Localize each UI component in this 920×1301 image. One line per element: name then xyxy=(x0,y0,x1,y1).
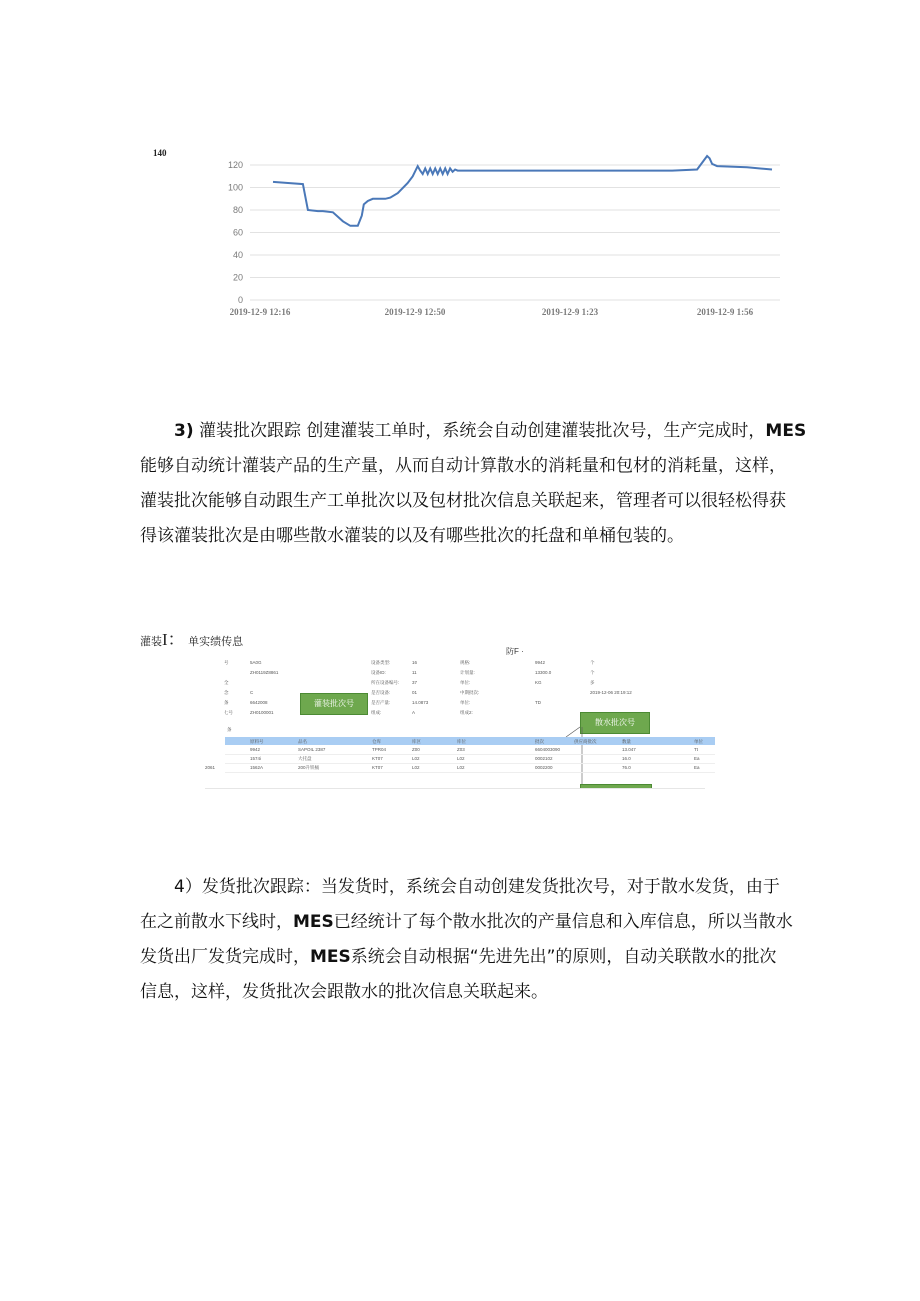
table-cell: KT07 xyxy=(372,765,383,770)
field-value: 个 xyxy=(590,670,595,675)
table-cell: 200升铁桶 xyxy=(298,765,320,770)
field-value: 16 xyxy=(412,660,418,665)
para4-text-3a: 发货出厂发货完成时， xyxy=(140,947,310,967)
x-tick-label: 2019-12-9 12:16 xyxy=(229,307,291,317)
para3-line-4: 得该灌装批次是由哪些散水灌装的以及有哪些批次的托盘和单桶包装的。 xyxy=(140,526,684,546)
y-tick-label: 20 xyxy=(232,272,243,283)
para4-mes-3: MES xyxy=(310,947,351,967)
field-value: ZH0119Z8861 xyxy=(250,670,279,675)
y-tick-label: 60 xyxy=(232,227,243,238)
field-label: 条 xyxy=(224,700,229,705)
field-label: 计划量: xyxy=(460,670,475,675)
table-header-cell: 批次 xyxy=(535,739,544,744)
table-cell: KT07 xyxy=(372,756,383,761)
field-value: 5A0G xyxy=(250,660,262,665)
line-chart xyxy=(140,140,800,330)
table-cell: 13.047 xyxy=(622,747,636,752)
bulk-batch-button[interactable]: 散水批次号 xyxy=(580,712,650,734)
field-value: 2019-12-06 20:19:12 xyxy=(590,690,632,695)
caption-prefix: 灌装 xyxy=(140,635,162,648)
filling-batch-button[interactable]: 灌装批次号 xyxy=(300,693,368,715)
chart-y-ticks xyxy=(228,160,243,305)
table-header xyxy=(225,737,715,745)
table-header-cell: 供应商批次 xyxy=(574,739,597,744)
field-value: KG xyxy=(535,680,542,685)
field-label: 组成: xyxy=(371,710,382,715)
field-value: 14.0873 xyxy=(412,700,429,705)
para4-line-1: 4）发货批次跟踪：当发货时，系统会自动创建发货批次号，对于散水发货，由于 xyxy=(174,877,780,897)
x-tick-label: 2019-12-9 1:56 xyxy=(696,307,754,317)
table-cell: L02 xyxy=(412,756,420,761)
field-value: 6642008 xyxy=(250,700,268,705)
y-tick-label: 40 xyxy=(232,250,243,260)
table-cell: L02 xyxy=(457,756,465,761)
chart-x-ticks xyxy=(230,307,754,317)
field-label: 单位: xyxy=(460,700,471,705)
table-cell: Ea xyxy=(694,765,700,770)
table-row xyxy=(225,754,715,755)
table-cell: 9942 xyxy=(250,747,261,752)
chart-top-label: 140 xyxy=(153,148,167,158)
field-value: C xyxy=(250,690,254,695)
x-tick-label: 2019-12-9 1:23 xyxy=(541,307,599,317)
table-header-cell: 仓库 xyxy=(372,739,381,744)
table-cell: Z00 xyxy=(412,747,420,752)
para3-line-3: 灌装批次能够自动跟生产工单批次以及包材批次信息关联起来，管理者可以很轻松得获 xyxy=(140,491,786,511)
table-cell: TPR04 xyxy=(372,747,387,752)
paragraph-shipping-batch xyxy=(140,870,793,1010)
para3-line-2: 能够自动统计灌装产品的生产量，从而自动计算散水的消耗量和包材的消耗量，这样， xyxy=(140,456,786,476)
field-value: 01 xyxy=(412,690,418,695)
table-cell: Ea xyxy=(694,756,700,761)
field-value: 11 xyxy=(412,670,417,675)
field-value: 13300.0 xyxy=(535,670,552,675)
field-value: TD xyxy=(535,700,541,705)
field-label: 是否产量: xyxy=(371,700,391,705)
table-cell: 大托盘 xyxy=(298,756,312,761)
table-cell: L02 xyxy=(457,765,465,770)
table-cell: Tt xyxy=(694,747,698,752)
field-value: 多 xyxy=(590,680,595,685)
table-cell: 1562A xyxy=(250,765,264,770)
figure-caption xyxy=(140,625,243,650)
field-label: 设备ID: xyxy=(371,670,386,675)
x-tick-label: 2019-12-9 12:50 xyxy=(384,307,446,317)
field-value: 37 xyxy=(412,680,418,685)
table-row xyxy=(225,763,715,764)
paragraph-filling-batch xyxy=(140,414,807,554)
table-header-cell: 单位 xyxy=(694,739,703,744)
field-label: 中期批次: xyxy=(460,690,480,695)
table-header-cell: 数量 xyxy=(622,739,631,744)
y-tick-label: 80 xyxy=(232,205,243,215)
table-row xyxy=(225,772,715,773)
table-cell: 1574i xyxy=(250,756,262,761)
caption-big: I： xyxy=(162,630,185,649)
y-tick-label: 100 xyxy=(227,182,243,193)
field-label: 号 xyxy=(224,660,229,665)
field-label: 是否设备: xyxy=(371,690,391,695)
row-prefix: 2061 xyxy=(205,765,216,770)
para4-text-3b: 系统会自动根据“先进先出”的原则，自动关联散水的批次 xyxy=(350,947,777,967)
para3-label: 3) xyxy=(174,421,194,441)
caption-rest: 单实绩传息 xyxy=(188,635,244,648)
para4-text-2a: 在之前散水下线时， xyxy=(140,912,293,932)
chart-gridlines xyxy=(250,165,780,300)
table-header-cell: 库区 xyxy=(412,739,421,744)
para4-line-3 xyxy=(140,940,785,975)
table-cell: 16.0 xyxy=(622,756,631,761)
field-label: 组成2: xyxy=(460,710,473,715)
chart-series-line xyxy=(273,156,772,226)
field-value: 个 xyxy=(590,660,595,665)
para3-text-1: 灌装批次跟踪 创建灌装工单时，系统会自动创建灌装批次号，生产完成时， xyxy=(199,421,766,441)
para4-mes-2: MES xyxy=(293,912,334,932)
table-cell: 6604003090 xyxy=(535,747,561,752)
field-label: 念 xyxy=(224,690,229,695)
field-label: 单位: xyxy=(460,680,471,685)
table-cell: 0002102 xyxy=(535,756,553,761)
y-tick-label: 0 xyxy=(237,295,243,305)
para4-line-4: 信息，这样，发货批次会跟散水的批次信息关联起来。 xyxy=(140,982,548,1002)
table-cell: Z03 xyxy=(457,747,465,752)
field-value: 9942 xyxy=(535,660,546,665)
figure-title: 防F · xyxy=(506,647,524,656)
table-bottom-rule xyxy=(205,788,705,789)
y-tick-label: 120 xyxy=(227,160,243,170)
table-header-cell: 品名 xyxy=(298,739,307,744)
table-marker: 条 xyxy=(227,727,232,732)
para4-text-2b: 已经统计了每个散水批次的产量信息和入库信息，所以当散水 xyxy=(333,912,793,932)
table-cell: 0002200 xyxy=(535,765,553,770)
field-label: 七号 xyxy=(224,710,233,715)
field-label: 全 xyxy=(224,680,229,685)
table-cell: 76.0 xyxy=(622,765,631,770)
field-label: 规格: xyxy=(460,660,471,665)
field-value: A xyxy=(412,710,416,715)
table-header-cell: 库位 xyxy=(457,739,466,744)
para4-line-2 xyxy=(140,905,793,940)
table-cell: SAPOIL 2387 xyxy=(298,747,326,752)
field-label: 设备类型: xyxy=(371,660,391,665)
para3-mes-1: MES xyxy=(765,421,807,441)
para3-line-1 xyxy=(140,414,807,449)
field-value: ZH0100001 xyxy=(250,710,274,715)
table-cell: L02 xyxy=(412,765,420,770)
table-header-cell: 原料号 xyxy=(250,739,264,744)
field-label: 所在设备编号: xyxy=(371,680,400,685)
